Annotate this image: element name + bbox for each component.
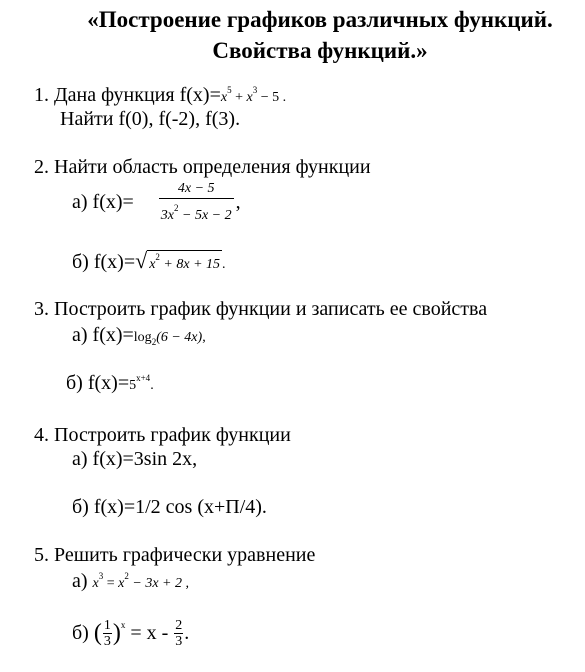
task-number: 5. (34, 544, 49, 566)
task-4b: б) f(x)=1/2 cos (x+П/4). (72, 496, 267, 518)
task-5b: б) ( $\frac{1}{3}$ )$^x$ = x - $\frac{2}{3}$ . (72, 618, 190, 649)
task-1-line-2: Найти f(0), f(-2), f(3). (60, 108, 241, 130)
task-4 (34, 424, 291, 447)
task-text: Дана функция f(x)= (54, 84, 221, 106)
task-number: 3. (34, 298, 49, 320)
task-3 (34, 298, 487, 321)
task-2a: а) f(x)= $\frac{4x - 5}{3x^2 - 5x - 2}$ , (72, 181, 241, 223)
formula: $x^5 + x^3 - 5$ . (220, 85, 287, 105)
title-line-1: «Построение графиков различных функций. (87, 7, 553, 32)
task-number: 2. (34, 156, 49, 178)
task-text: Найти область определения функции (54, 156, 371, 178)
task-number: 1. (34, 84, 49, 106)
document-title (60, 4, 580, 66)
fraction: $\frac{1}{3}$ (103, 618, 111, 649)
task-5a: а) $x^3 = x^2 - 3x + 2$ , (72, 570, 189, 592)
task-2b: б) f(x)=√ $x^2 + 8x + 15$ . (72, 248, 226, 273)
task-1 (34, 84, 286, 107)
task-text: Решить графически уравнение (54, 544, 316, 566)
task-2 (34, 156, 371, 179)
title-line-2: Свойства функций.» (212, 38, 428, 63)
sqrt-icon: √ (135, 248, 148, 273)
task-text: Построить график функции (54, 424, 291, 446)
task-number: 4. (34, 424, 49, 446)
task-4a: а) f(x)=3sin 2x, (72, 448, 198, 470)
task-5 (34, 544, 315, 567)
task-text: Построить график функции и записать ее свойства (54, 298, 488, 320)
task-3a: а) $f(x)=\log_2(6 - 4x)$, (72, 324, 206, 347)
fraction: $\frac{2}{3}$ (175, 618, 183, 649)
task-3b: б) $f(x)=5^{x+4}$. (66, 372, 154, 394)
fraction: $\frac{4x - 5}{3x^2 - 5x - 2}$ (160, 181, 232, 223)
